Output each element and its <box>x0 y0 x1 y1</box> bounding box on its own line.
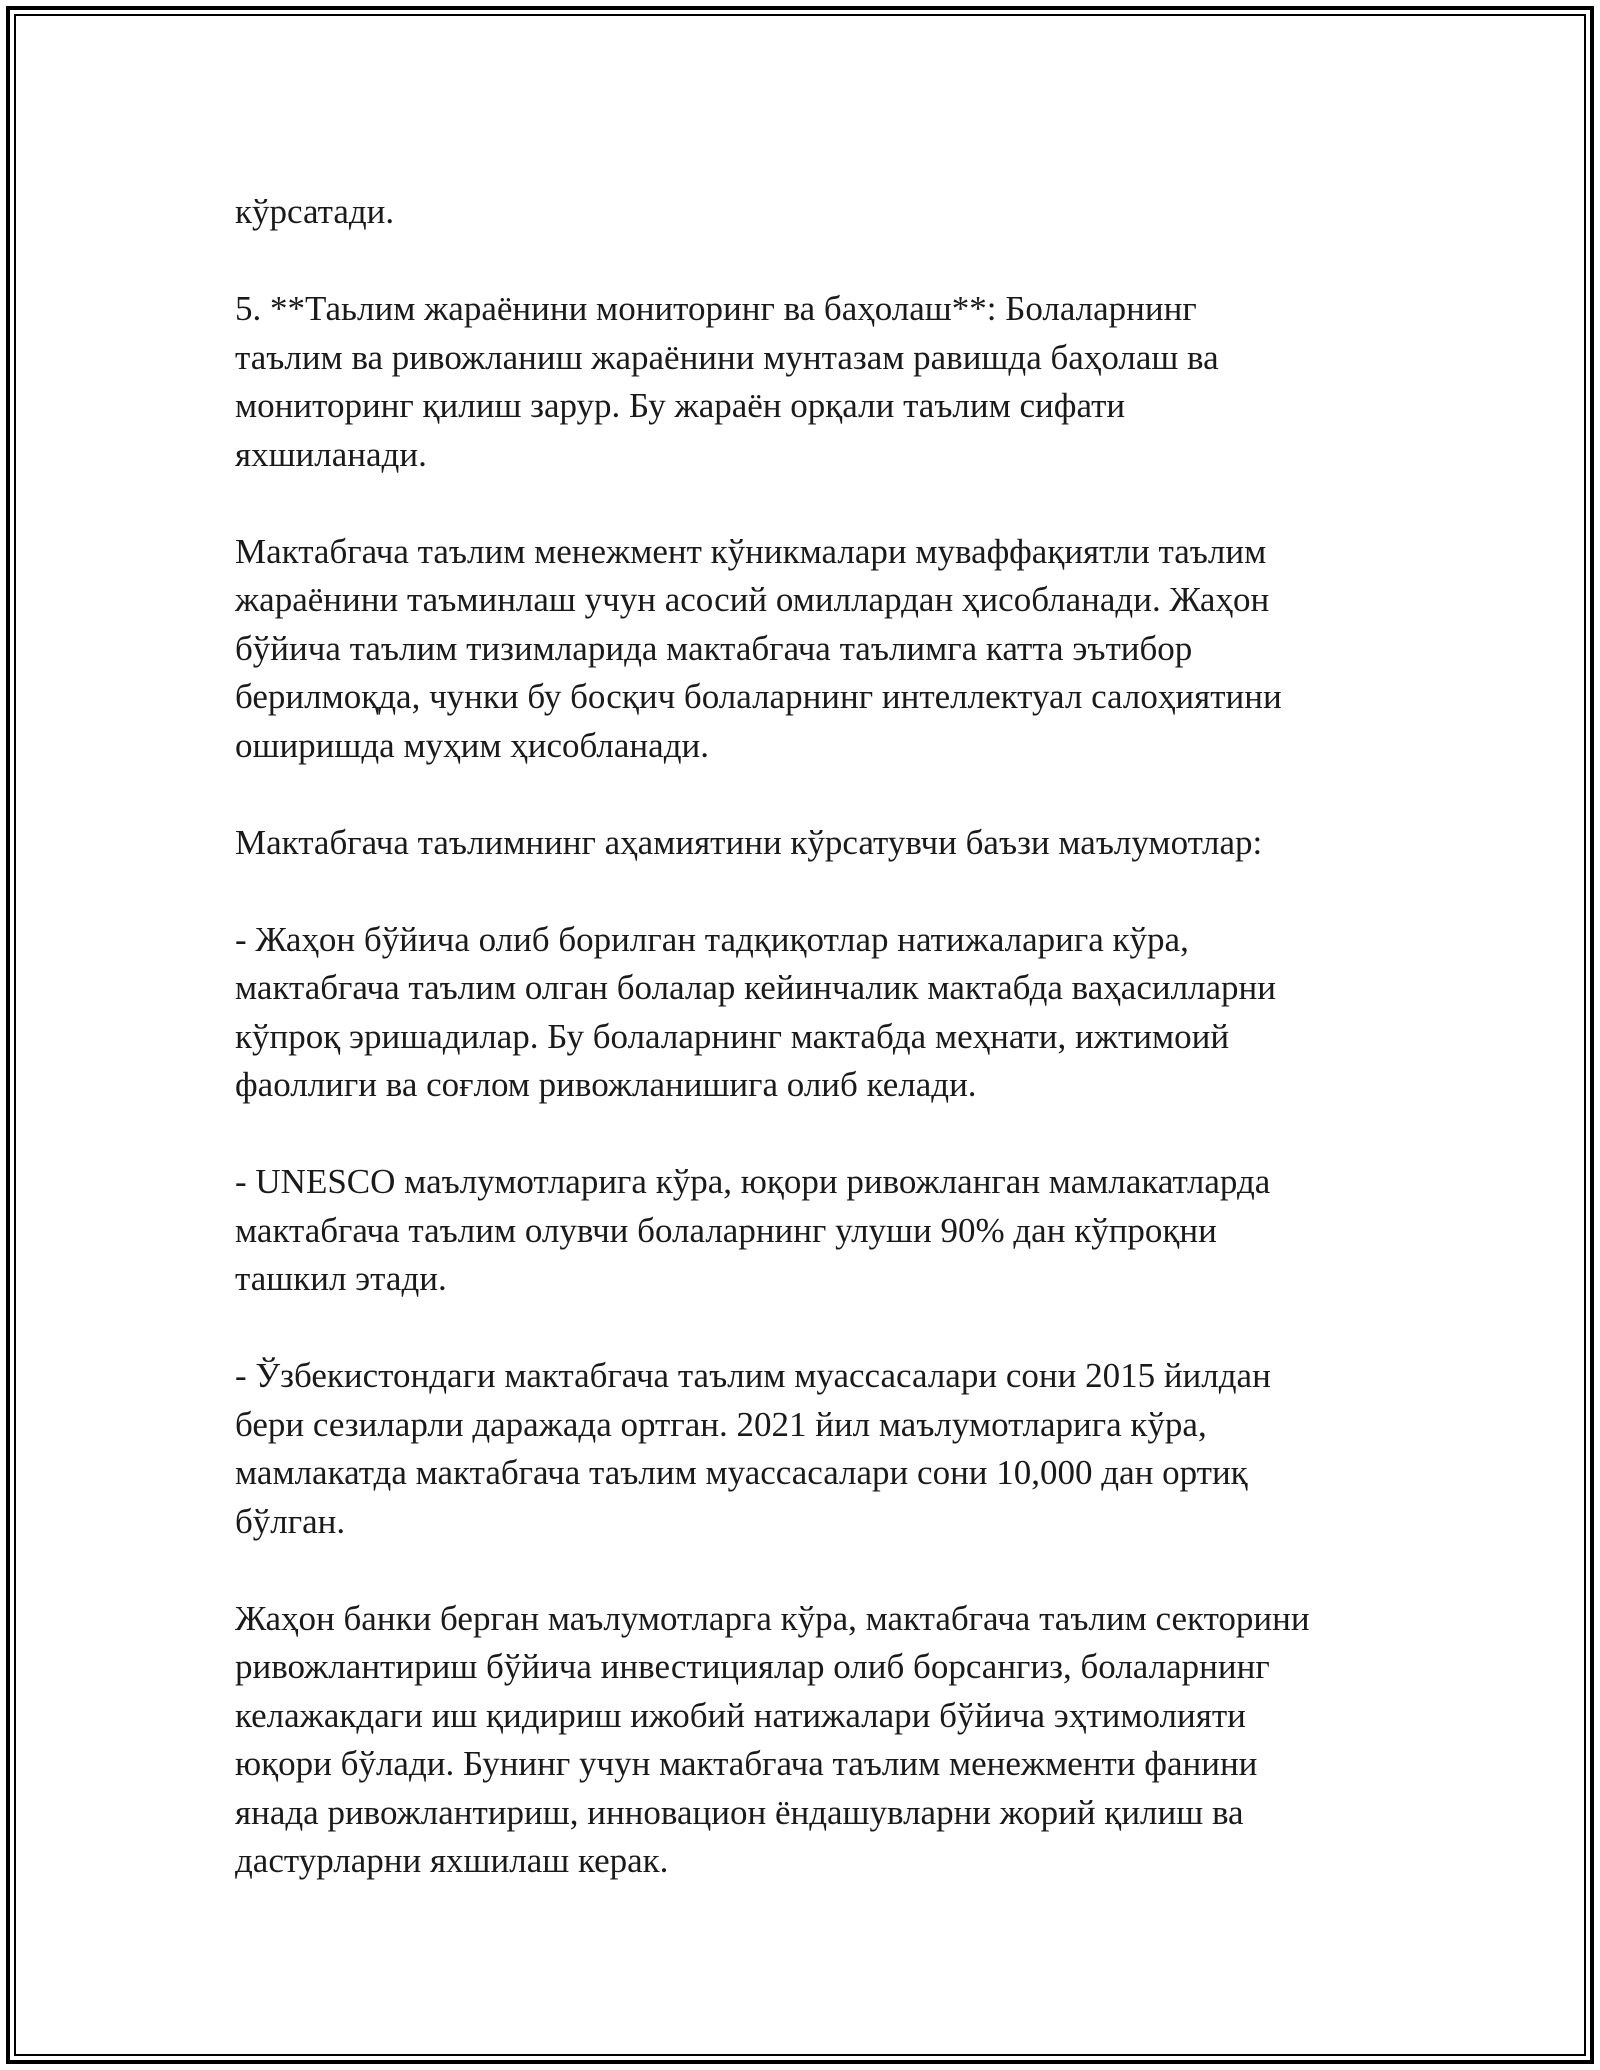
paragraph-bullet-unesco <box>235 1158 1415 1304</box>
text-line: берилмоқда, чунки бу босқич болаларнинг интеллектуал салоҳиятини <box>235 677 1282 716</box>
text-line: ривожлантириш бўйича инвестициялар олиб борсангиз, болаларнинг <box>235 1647 1270 1686</box>
document-body <box>235 188 1415 1886</box>
text-line: мамлакатда мактабгача таълим муассасалари сони 10,000 дан ортиқ <box>235 1453 1248 1492</box>
paragraph-management-skills <box>235 528 1415 771</box>
text-line: - Жаҳон бўйича олиб борилган тадқиқотлар натижаларига кўра, <box>235 919 1189 959</box>
text-line: мониторинг қилиш зарур. Бу жараён орқали таълим сифати <box>235 386 1126 425</box>
text-line: кўрсатади. <box>235 192 395 231</box>
paragraph-point-5 <box>235 285 1415 479</box>
text-line: дастурларни яхшилаш керак. <box>235 1841 669 1880</box>
paragraph-gap <box>235 1304 1415 1353</box>
paragraph-gap <box>235 1546 1415 1595</box>
text-line: 5. **Таьлим жараёнини мониторинг ва баҳолаш**: Болаларнинг <box>235 289 1197 328</box>
paragraph-bullet-research <box>235 916 1415 1110</box>
paragraph-gap <box>235 479 1415 528</box>
paragraph-gap <box>235 867 1415 916</box>
paragraph-world-bank <box>235 1595 1415 1886</box>
paragraph-gap <box>235 770 1415 819</box>
text-line: Мактабгача таълим менежмент кўникмалари муваффақиятли таълим <box>235 531 1267 571</box>
text-line: мактабгача таълим олувчи болаларнинг улуши 90% дан кўпроқни <box>235 1210 1217 1250</box>
text-line: бери сезиларли даражада ортган. 2021 йил маълумотларига кўра, <box>235 1404 1207 1444</box>
paragraph-continuation <box>235 188 1415 237</box>
text-line: мактабгача таълим олган болалар кейинчалик мактабда ваҳасилларни <box>235 968 1277 1007</box>
text-line: оширишда муҳим ҳисобланади. <box>235 725 709 765</box>
text-line: янада ривожлантириш, инновацион ёндашувларни жорий қилиш ва <box>235 1792 1244 1832</box>
text-line: - Ўзбекистондаги мактабгача таълим муассасалари сони 2015 йилдан <box>235 1356 1271 1395</box>
text-line: юқори бўлади. Бунинг учун мактабгача таълим менежменти фанини <box>235 1744 1258 1783</box>
text-line: Мактабгача таълимнинг аҳамиятини кўрсатувчи баъзи маълумотлар: <box>235 822 1263 862</box>
text-line: бўлган. <box>235 1501 346 1541</box>
text-line: келажакдаги иш қидириш ижобий натижалари бўйича эҳтимолияти <box>235 1695 1246 1735</box>
paragraph-importance-intro <box>235 819 1415 868</box>
paragraph-bullet-uzbekistan <box>235 1352 1415 1546</box>
text-line: яхшиланади. <box>235 434 427 474</box>
text-line: жараёнини таъминлаш учун асосий омиллардан ҳисобланади. Жаҳон <box>235 580 1270 619</box>
paragraph-gap <box>235 1110 1415 1159</box>
text-line: ташкил этади. <box>235 1259 447 1298</box>
text-line: - UNESCO маълумотларига кўра, юқори ривожланган мамлакатларда <box>235 1162 1271 1201</box>
paragraph-gap <box>235 237 1415 286</box>
text-line: бўйича таълим тизимларида мактабгача таълимга катта эътибор <box>235 628 1193 668</box>
text-line: таълим ва ривожланиш жараёнини мунтазам равишда баҳолаш ва <box>235 337 1219 377</box>
text-line: кўпроқ эришадилар. Бу болаларнинг мактабда меҳнати, ижтимоий <box>235 1016 1230 1056</box>
text-line: Жаҳон банки берган маълумотларга кўра, мактабгача таълим секторини <box>235 1598 1310 1638</box>
text-line: фаоллиги ва соғлом ривожланишига олиб келади. <box>235 1065 977 1104</box>
